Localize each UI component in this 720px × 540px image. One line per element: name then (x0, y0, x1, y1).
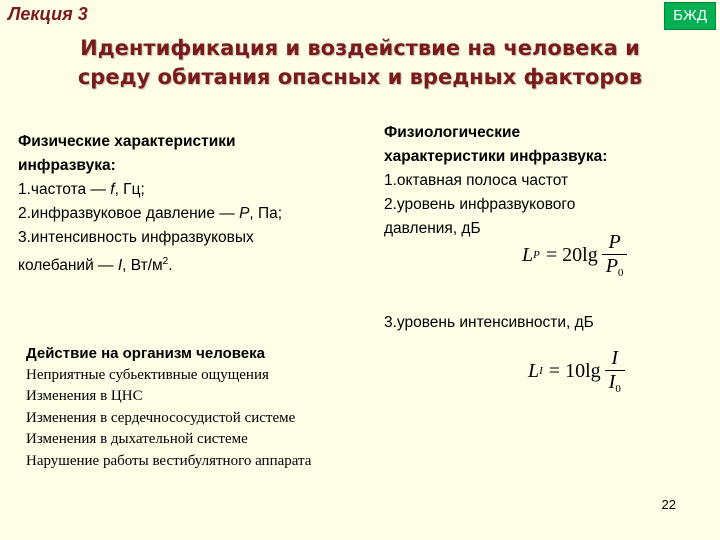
physiological-item-2a: 2.уровень инфразвукового (384, 196, 576, 213)
physical-item-3 (18, 226, 378, 250)
effect-item: Изменения в сердечнососудистой системе (26, 409, 296, 426)
formula1-denominator (602, 254, 628, 279)
page-number: 22 (661, 497, 676, 512)
physical-characteristics (18, 130, 378, 278)
pressure-level-formula (522, 231, 627, 279)
formula1-lhs-sub: P (533, 249, 540, 261)
formula1-fraction (602, 231, 628, 279)
formula1-lhs: L (522, 243, 534, 266)
physical-item-1 (18, 178, 378, 202)
physical-item-1-unit: , Гц; (114, 181, 145, 198)
physiological-heading-2: характеристики инфразвука: (384, 148, 608, 165)
formula1-eq: = 20lg (545, 243, 598, 266)
physical-item-3-unit-exp: 2 (162, 256, 169, 267)
physical-heading-2: инфразвука: (18, 157, 116, 174)
slide-title (0, 34, 720, 92)
physical-item-2-text: 2.инфразвуковое давление — (18, 205, 240, 222)
physical-item-1-text: 1.частота — (18, 181, 111, 198)
formula2-den-symbol: I (608, 371, 616, 393)
slide-title-line-2: среду обитания опасных и вредных факторов (77, 65, 643, 89)
intensity-level-formula (528, 347, 625, 395)
lecture-label: Лекция 3 (8, 4, 88, 24)
physical-item-3-cont (18, 250, 378, 278)
physiological-characteristics (384, 121, 714, 241)
effect-item: Изменения в дыхательной системе (26, 431, 248, 447)
physical-item-2-symbol: P (239, 205, 250, 222)
formula1-numerator: P (608, 231, 621, 253)
effects-on-body (26, 343, 426, 472)
formula2-denominator (605, 370, 625, 395)
physiological-item-1: 1.октавная полоса частот (384, 172, 569, 189)
effects-heading: Действие на организм человека (26, 345, 265, 362)
effect-item: Нарушение работы вестибулятного аппарата (26, 452, 312, 469)
slide-title-line-1: Идентификация и воздействие на человека и (80, 36, 640, 60)
physical-item-3-symbol: I (117, 257, 123, 275)
physical-item-2-unit: , Па; (249, 205, 283, 222)
formula2-den-sub: 0 (615, 383, 621, 395)
formula2-lhs: L (528, 359, 540, 382)
formula2-lhs-sub: I (539, 365, 543, 377)
physical-item-3-text: 3.интенсивность инфразвуковых (18, 229, 254, 246)
formula1-den-symbol: P (605, 255, 618, 277)
formula2-eq: = 10lg (548, 359, 601, 382)
physiological-item-3: 3.уровень интенсивности, дБ (384, 314, 594, 331)
physical-item-3-end: . (168, 257, 173, 275)
effect-item: Изменения в ЦНС (26, 388, 143, 404)
formula2-numerator: I (611, 347, 619, 369)
subject-badge: БЖД (664, 2, 716, 30)
physical-item-2 (18, 202, 378, 226)
physical-item-3-unit: , Вт/м (122, 257, 163, 275)
formula2-fraction (605, 347, 625, 395)
physical-heading-1: Физические характеристики (18, 133, 236, 150)
physiological-item-2b: давления, дБ (384, 220, 481, 237)
physical-item-1-symbol: f (110, 181, 115, 198)
effect-item: Неприятные субьективные ощущения (26, 366, 269, 383)
formula1-den-sub: 0 (617, 267, 624, 279)
physiological-heading-1: Физиологические (384, 124, 521, 141)
physical-item-3-cont-text: колебаний — (18, 257, 118, 275)
